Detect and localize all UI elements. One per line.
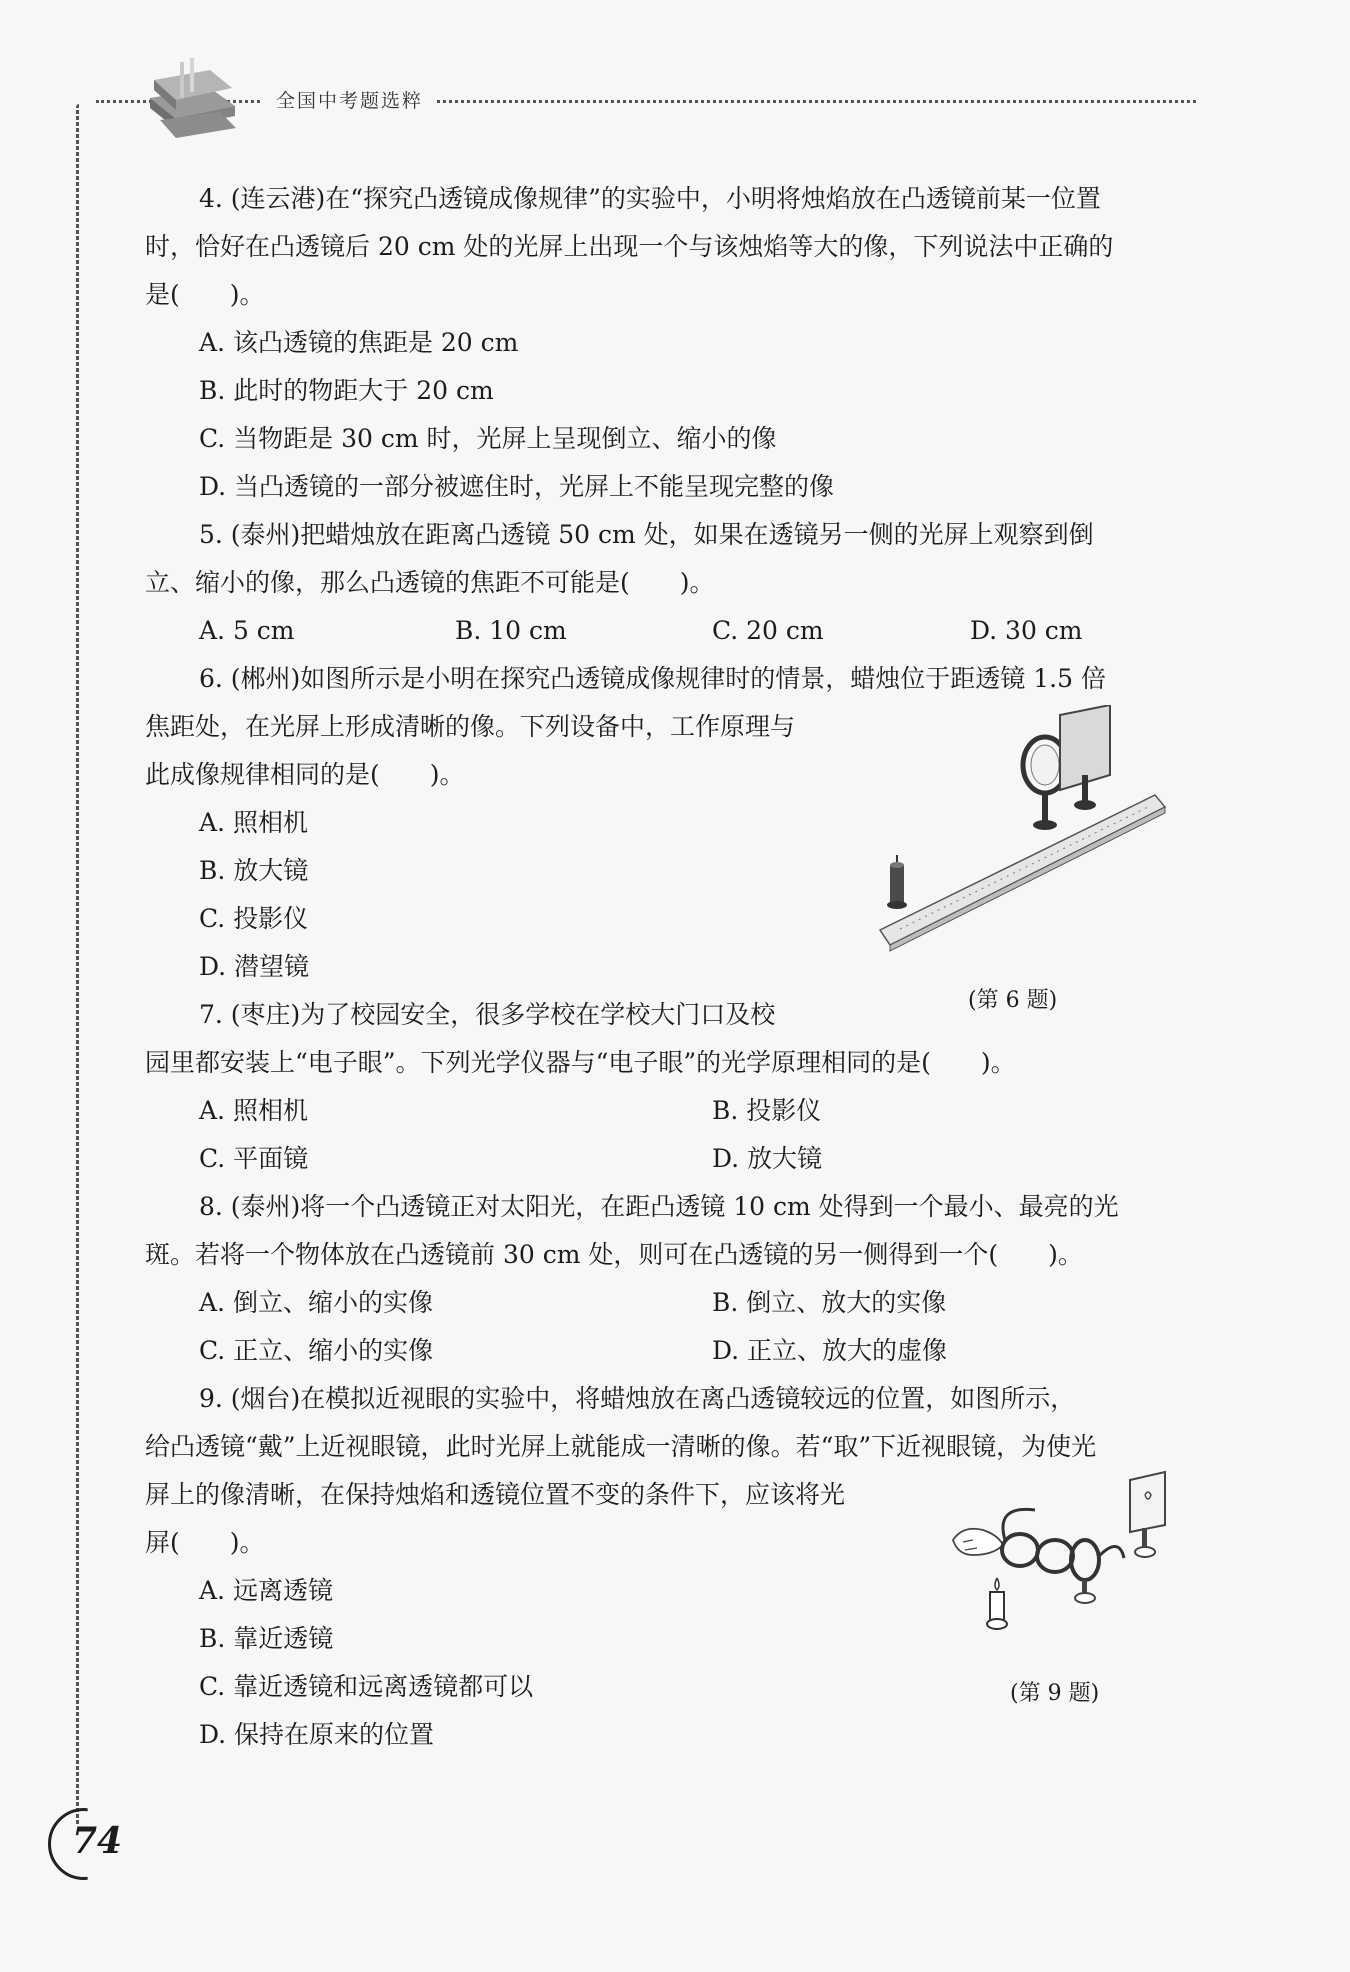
q6-line2: 焦距处，在光屏上形成清晰的像。下列设备中，工作原理与 <box>145 712 796 741</box>
q8-line2: 斑。若将一个物体放在凸透镜前 30 cm 处，则可在凸透镜的另一侧得到一个( )。 <box>145 1240 1083 1269</box>
q5-line1: 5. (泰州)把蜡烛放在距离凸透镜 50 cm 处，如果在透镜另一侧的光屏上观察到倒 <box>199 520 1094 549</box>
q7-option-b: B. 投影仪 <box>712 1096 822 1125</box>
q9-option-b: B. 靠近透镜 <box>199 1624 334 1653</box>
q7-option-a: A. 照相机 <box>199 1096 308 1125</box>
q5-line2: 立、缩小的像，那么凸透镜的焦距不可能是( )。 <box>145 568 715 597</box>
q7-line2: 园里都安装上“电子眼”。下列光学仪器与“电子眼”的光学原理相同的是( )。 <box>145 1048 1016 1077</box>
q6-optical-bench-figure <box>870 705 1170 955</box>
header-title: 全国中考题选粹 <box>262 86 437 113</box>
q4-option-c: C. 当物距是 30 cm 时，光屏上呈现倒立、缩小的像 <box>199 424 777 453</box>
q6-line1: 6. (郴州)如图所示是小明在探究凸透镜成像规律时的情景，蜡烛位于距透镜 1.5 倍 <box>199 664 1106 693</box>
q9-figure-caption: (第 9 题) <box>1010 1681 1100 1706</box>
q9-option-d: D. 保持在原来的位置 <box>199 1720 435 1749</box>
q5-option-d: D. 30 cm <box>970 616 1083 645</box>
books-logo-icon <box>140 58 240 140</box>
q6-figure-caption: (第 6 题) <box>968 988 1058 1013</box>
q6-option-a: A. 照相机 <box>199 808 308 837</box>
q4-option-b: B. 此时的物距大于 20 cm <box>199 376 494 405</box>
q9-line2: 给凸透镜“戴”上近视眼镜，此时光屏上就能成一清晰的像。若“取”下近视眼镜，为使光 <box>145 1432 1097 1461</box>
q5-option-b: B. 10 cm <box>455 616 567 645</box>
q4-line3: 是( )。 <box>145 280 265 309</box>
q8-line1: 8. (泰州)将一个凸透镜正对太阳光，在距凸透镜 10 cm 处得到一个最小、最亮的光 <box>199 1192 1119 1221</box>
q6-line3: 此成像规律相同的是( )。 <box>145 760 465 789</box>
q7-option-d: D. 放大镜 <box>712 1144 823 1173</box>
q9-option-a: A. 远离透镜 <box>199 1576 333 1605</box>
q9-line1: 9. (烟台)在模拟近视眼的实验中，将蜡烛放在离凸透镜较远的位置，如图所示， <box>199 1384 1076 1413</box>
q7-line1: 7. (枣庄)为了校园安全，很多学校在学校大门口及校 <box>199 1000 776 1029</box>
q6-option-b: B. 放大镜 <box>199 856 309 885</box>
left-dotted-border <box>76 104 79 1824</box>
q4-line1: 4. (连云港)在“探究凸透镜成像规律”的实验中，小明将烛焰放在凸透镜前某一位置 <box>199 184 1101 213</box>
q4-option-a: A. 该凸透镜的焦距是 20 cm <box>199 328 519 357</box>
page-number: 74 <box>72 1820 123 1862</box>
q6-option-c: C. 投影仪 <box>199 904 309 933</box>
q7-option-c: C. 平面镜 <box>199 1144 309 1173</box>
q8-option-d: D. 正立、放大的虚像 <box>712 1336 948 1365</box>
q4-line2: 时，恰好在凸透镜后 20 cm 处的光屏上出现一个与该烛焰等大的像，下列说法中正确的 <box>145 232 1114 261</box>
q8-option-b: B. 倒立、放大的实像 <box>712 1288 947 1317</box>
q9-option-c: C. 靠近透镜和远离透镜都可以 <box>199 1672 534 1701</box>
q9-myopia-glasses-figure <box>945 1470 1175 1640</box>
q5-option-a: A. 5 cm <box>199 616 295 645</box>
q8-option-c: C. 正立、缩小的实像 <box>199 1336 434 1365</box>
q5-option-c: C. 20 cm <box>712 616 824 645</box>
header-dotted-rule <box>96 100 1196 103</box>
q6-option-d: D. 潜望镜 <box>199 952 310 981</box>
q9-line4: 屏( )。 <box>145 1528 265 1557</box>
q4-option-d: D. 当凸透镜的一部分被遮住时，光屏上不能呈现完整的像 <box>199 472 835 501</box>
q9-line3: 屏上的像清晰，在保持烛焰和透镜位置不变的条件下，应该将光 <box>145 1480 846 1509</box>
q8-option-a: A. 倒立、缩小的实像 <box>199 1288 433 1317</box>
